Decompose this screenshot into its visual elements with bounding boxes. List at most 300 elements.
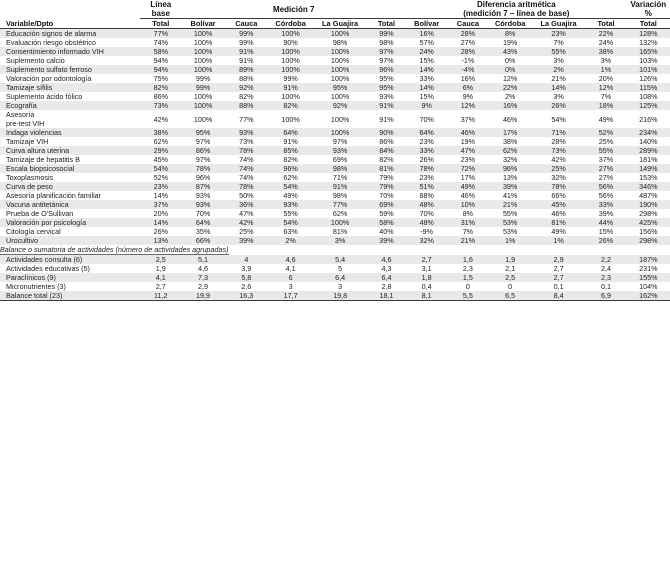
summary-data-cell: 18,1 [367, 291, 406, 301]
data-cell: 98% [313, 38, 367, 47]
data-cell: 42% [140, 110, 181, 128]
data-cell: 91% [313, 182, 367, 191]
data-cell: 24% [585, 38, 626, 47]
data-cell: 78% [225, 146, 268, 155]
data-cell: 54% [268, 182, 313, 191]
row-label-line: pre-test VIH [6, 119, 45, 129]
data-cell: 96% [268, 164, 313, 173]
group-medicion-7: Medición 7 [181, 0, 406, 19]
data-cell: 190% [627, 200, 670, 209]
data-cell: 93% [367, 92, 406, 101]
summary-data-cell: 1,5 [447, 273, 488, 282]
data-cell: 100% [268, 56, 313, 65]
data-cell: 22% [489, 83, 532, 92]
data-cell: 8% [447, 209, 488, 218]
data-cell: 13% [489, 173, 532, 182]
summary-data-cell: 2,3 [585, 273, 626, 282]
col-header-dif-bolivar: Bolívar [406, 19, 447, 29]
data-cell: 54% [532, 110, 586, 128]
data-cell: 82% [268, 101, 313, 110]
summary-data-cell: 11,2 [140, 291, 181, 301]
data-cell: 39% [585, 209, 626, 218]
data-cell: 88% [225, 74, 268, 83]
data-cell: 70% [406, 110, 447, 128]
summary-data-cell: 4,6 [367, 255, 406, 264]
data-cell: 100% [181, 101, 224, 110]
data-cell: 99% [181, 83, 224, 92]
summary-data-cell: 6,4 [313, 273, 367, 282]
summary-data-cell: 2,3 [447, 264, 488, 273]
table-row [0, 218, 670, 227]
data-cell: 7% [585, 92, 626, 101]
data-cell: 17% [447, 173, 488, 182]
data-cell: 153% [627, 173, 670, 182]
data-cell: 19% [447, 137, 488, 146]
summary-row [0, 282, 670, 291]
data-cell: 97% [313, 137, 367, 146]
data-cell: 92% [225, 83, 268, 92]
summary-data-cell: 2,9 [181, 282, 224, 291]
summary-data-cell: 3 [313, 282, 367, 291]
data-cell: 33% [406, 74, 447, 83]
data-cell: 13% [140, 236, 181, 245]
row-label: Valoración por odontología [0, 74, 140, 83]
group-variacion [627, 0, 670, 19]
col-header-m7-bolivar: Bolívar [181, 19, 224, 29]
group-diferencia [406, 0, 627, 19]
data-cell: 58% [367, 218, 406, 227]
data-cell: 46% [532, 209, 586, 218]
table-row [0, 29, 670, 39]
row-label: Prueba de O'Sullivan [0, 209, 140, 218]
data-cell: 6% [447, 83, 488, 92]
data-cell: 81% [367, 164, 406, 173]
data-cell: 52% [585, 128, 626, 137]
data-cell: 3% [313, 236, 367, 245]
summary-row [0, 273, 670, 282]
data-cell: 9% [406, 101, 447, 110]
data-cell: 95% [181, 128, 224, 137]
data-cell: 100% [268, 47, 313, 56]
row-label: Tamizaje VIH [0, 137, 140, 146]
data-cell: 23% [532, 29, 586, 39]
data-cell: 99% [225, 29, 268, 39]
data-cell: 77% [140, 29, 181, 39]
data-cell: 27% [585, 173, 626, 182]
summary-data-cell: 0 [447, 282, 488, 291]
data-cell: 81% [313, 227, 367, 236]
table-row [0, 191, 670, 200]
data-cell: 49% [585, 110, 626, 128]
data-cell: 93% [268, 200, 313, 209]
summary-row-label: Micronutrientes (3) [0, 282, 140, 291]
data-cell: 55% [268, 209, 313, 218]
table-row [0, 200, 670, 209]
data-cell: 74% [225, 173, 268, 182]
data-cell: 55% [585, 146, 626, 155]
data-cell: 128% [627, 29, 670, 39]
group-blank [0, 0, 140, 19]
row-label: Suplemento calcio [0, 56, 140, 65]
summary-data-cell: 2,7 [406, 255, 447, 264]
col-header-dif-guajira: La Guajira [532, 19, 586, 29]
data-cell: 2% [532, 65, 586, 74]
data-cell: 95% [367, 74, 406, 83]
data-cell: 45% [140, 155, 181, 164]
data-cell: 425% [627, 218, 670, 227]
data-cell: 91% [225, 56, 268, 65]
data-cell: 149% [627, 164, 670, 173]
data-cell: 82% [140, 83, 181, 92]
data-cell: 45% [532, 200, 586, 209]
data-cell: 28% [447, 47, 488, 56]
data-cell: 89% [225, 65, 268, 74]
data-cell: 63% [268, 227, 313, 236]
table-row [0, 74, 670, 83]
data-cell: 14% [406, 83, 447, 92]
row-label: Tamizaje sífilis [0, 83, 140, 92]
data-cell: 12% [489, 74, 532, 83]
data-cell: 71% [313, 173, 367, 182]
data-cell: 100% [181, 110, 224, 128]
row-label-line: Asesoría [6, 110, 35, 120]
data-cell: 99% [225, 38, 268, 47]
summary-data-cell: 104% [627, 282, 670, 291]
table-row [0, 128, 670, 137]
summary-data-cell: 2,9 [532, 255, 586, 264]
data-cell: 74% [225, 155, 268, 164]
data-cell: 47% [447, 146, 488, 155]
data-cell: 26% [406, 155, 447, 164]
data-cell: 36% [225, 200, 268, 209]
summary-data-cell: 2,7 [140, 282, 181, 291]
data-cell: 132% [627, 38, 670, 47]
data-cell: 15% [406, 56, 447, 65]
table-row [0, 173, 670, 182]
summary-data-cell: 2,2 [585, 255, 626, 264]
data-cell: 38% [489, 137, 532, 146]
group-variacion-line1: Variación [630, 0, 667, 9]
group-linea-base: Línea base [140, 0, 181, 19]
summary-data-cell: 6,5 [489, 291, 532, 301]
group-variacion-line2: % [644, 9, 652, 19]
data-cell: 38% [140, 128, 181, 137]
row-label: Asesoría planificación familiar [0, 191, 140, 200]
summary-data-cell: 5,8 [225, 273, 268, 282]
data-cell: 33% [406, 146, 447, 155]
data-cell: 55% [532, 47, 586, 56]
data-cell: 27% [585, 164, 626, 173]
data-cell: 103% [627, 56, 670, 65]
data-cell: 81% [532, 218, 586, 227]
data-cell: 108% [627, 92, 670, 101]
data-cell: 59% [367, 209, 406, 218]
table-row [0, 164, 670, 173]
data-cell: 82% [268, 155, 313, 164]
data-cell: 28% [532, 137, 586, 146]
data-cell: 91% [367, 101, 406, 110]
table-row [0, 101, 670, 110]
row-label: Ecografía [0, 101, 140, 110]
summary-data-cell: 187% [627, 255, 670, 264]
data-cell: 56% [585, 182, 626, 191]
table-row [0, 56, 670, 65]
data-cell: 46% [489, 110, 532, 128]
column-header-row [0, 19, 670, 29]
data-cell: 62% [140, 137, 181, 146]
row-label: Indaga violencias [0, 128, 140, 137]
data-cell: 26% [140, 227, 181, 236]
data-cell: 78% [225, 182, 268, 191]
data-cell: 70% [181, 209, 224, 218]
summary-data-cell: 155% [627, 273, 670, 282]
data-cell: 39% [367, 236, 406, 245]
summary-row [0, 291, 670, 301]
col-header-lb-total: Total [140, 19, 181, 29]
data-cell: 10% [447, 200, 488, 209]
row-label: Tamizaje de hepatitis B [0, 155, 140, 164]
data-cell: 25% [532, 164, 586, 173]
data-cell: 93% [313, 146, 367, 155]
data-cell: 21% [447, 236, 488, 245]
summary-data-cell: 4,1 [140, 273, 181, 282]
data-cell: 140% [627, 137, 670, 146]
data-cell: 156% [627, 227, 670, 236]
summary-data-cell: 2,5 [140, 255, 181, 264]
data-cell: 92% [313, 101, 367, 110]
data-cell: 100% [181, 92, 224, 101]
data-cell: 84% [367, 146, 406, 155]
data-cell: 21% [489, 200, 532, 209]
data-cell: 2% [489, 92, 532, 101]
summary-data-cell: 0,1 [532, 282, 586, 291]
data-cell: 1% [585, 65, 626, 74]
data-cell: 32% [489, 155, 532, 164]
data-cell: 32% [406, 236, 447, 245]
summary-data-cell: 17,7 [268, 291, 313, 301]
data-cell: 1% [489, 236, 532, 245]
data-cell: 69% [313, 155, 367, 164]
data-cell: 125% [627, 101, 670, 110]
col-header-m7-guajira: La Guajira [313, 19, 367, 29]
summary-data-cell: 19,9 [181, 291, 224, 301]
data-cell: 90% [367, 128, 406, 137]
data-cell: 19% [489, 38, 532, 47]
data-cell: 94% [140, 65, 181, 74]
summary-data-cell: 4,6 [181, 264, 224, 273]
summary-row [0, 264, 670, 273]
data-cell: 74% [225, 164, 268, 173]
data-cell: 15% [585, 227, 626, 236]
summary-row-label: Actividades educativas (5) [0, 264, 140, 273]
col-header-dif-cordoba: Córdoba [489, 19, 532, 29]
data-cell: 100% [181, 38, 224, 47]
data-cell: 97% [367, 56, 406, 65]
group-diferencia-line1: Diferencia aritmética [476, 0, 556, 9]
data-cell: 79% [367, 182, 406, 191]
data-cell: 64% [181, 218, 224, 227]
col-header-variable: Variable/Dpto [0, 19, 140, 29]
data-cell: 100% [181, 47, 224, 56]
data-cell: 82% [225, 92, 268, 101]
data-cell: 87% [181, 182, 224, 191]
data-cell: 96% [489, 164, 532, 173]
data-cell: 15% [406, 92, 447, 101]
data-cell: 7% [532, 38, 586, 47]
data-cell: 49% [447, 182, 488, 191]
data-cell: -4% [447, 65, 488, 74]
data-cell: 33% [585, 200, 626, 209]
row-label: Suplemento sulfato ferroso [0, 65, 140, 74]
col-header-m7-cordoba: Córdoba [268, 19, 313, 29]
row-label: Curva de peso [0, 182, 140, 191]
summary-data-cell: 8,1 [406, 291, 447, 301]
data-cell: 55% [489, 209, 532, 218]
table-row [0, 47, 670, 56]
summary-data-cell: 2,6 [225, 282, 268, 291]
data-cell: 53% [489, 218, 532, 227]
data-cell: 54% [140, 164, 181, 173]
data-cell: 78% [406, 164, 447, 173]
table-row [0, 182, 670, 191]
summary-data-cell: 0 [489, 282, 532, 291]
data-cell: 16% [406, 29, 447, 39]
data-cell: 58% [140, 47, 181, 56]
data-cell: 78% [532, 182, 586, 191]
data-cell: 62% [313, 209, 367, 218]
section-header-row [0, 245, 670, 255]
data-cell: 91% [268, 137, 313, 146]
data-cell: 35% [181, 227, 224, 236]
data-cell: 100% [268, 65, 313, 74]
data-cell: 64% [406, 128, 447, 137]
data-cell: 298% [627, 236, 670, 245]
data-cell: 57% [406, 38, 447, 47]
data-cell: 289% [627, 146, 670, 155]
data-cell: 86% [367, 137, 406, 146]
summary-data-cell: 8,4 [532, 291, 586, 301]
data-cell: 43% [489, 47, 532, 56]
data-cell: 51% [406, 182, 447, 191]
data-cell: 100% [313, 65, 367, 74]
data-cell: 126% [627, 74, 670, 83]
summary-row-label: Actividades consulta (6) [0, 255, 140, 264]
data-cell: 48% [406, 218, 447, 227]
row-label: Vacuna antitetánica [0, 200, 140, 209]
summary-data-cell: 4 [225, 255, 268, 264]
data-cell: 49% [268, 191, 313, 200]
data-cell: 0% [489, 56, 532, 65]
data-cell: 1% [532, 236, 586, 245]
data-cell: 234% [627, 128, 670, 137]
data-cell: 12% [585, 83, 626, 92]
data-cell: 20% [140, 209, 181, 218]
data-cell: 22% [585, 29, 626, 39]
data-cell: 26% [532, 101, 586, 110]
col-header-var-total: Total [627, 19, 670, 29]
row-label: Consentimiento informado VIH [0, 47, 140, 56]
data-cell: 14% [140, 218, 181, 227]
data-cell: 38% [585, 47, 626, 56]
table-row [0, 83, 670, 92]
summary-data-cell: 2,1 [489, 264, 532, 273]
table-row [0, 227, 670, 236]
table-row [0, 110, 670, 128]
summary-data-cell: 6,9 [585, 291, 626, 301]
summary-data-cell: 162% [627, 291, 670, 301]
table-row [0, 137, 670, 146]
section-header-label: Balance o sumatoria de actividades (número de actividades agrupadas) [0, 245, 670, 255]
data-cell: 50% [225, 191, 268, 200]
data-cell: 97% [181, 137, 224, 146]
data-cell: 2% [268, 236, 313, 245]
data-cell: 14% [140, 191, 181, 200]
data-cell: 88% [406, 191, 447, 200]
data-cell: 3% [585, 56, 626, 65]
table-row [0, 146, 670, 155]
data-cell: 66% [532, 191, 586, 200]
row-label: Citología cervical [0, 227, 140, 236]
data-cell: 54% [268, 218, 313, 227]
row-label: Toxoplasmosis [0, 173, 140, 182]
data-cell: 41% [489, 191, 532, 200]
data-cell: 115% [627, 83, 670, 92]
summary-data-cell: 5,5 [447, 291, 488, 301]
data-cell: 49% [532, 227, 586, 236]
data-cell: 82% [367, 155, 406, 164]
data-cell: 39% [225, 236, 268, 245]
data-cell: 23% [140, 182, 181, 191]
data-cell: 77% [225, 110, 268, 128]
data-cell: 23% [447, 155, 488, 164]
row-label [0, 110, 140, 128]
data-cell: 23% [406, 173, 447, 182]
data-cell: 69% [367, 200, 406, 209]
data-cell: 98% [367, 38, 406, 47]
data-cell: 100% [313, 218, 367, 227]
summary-row [0, 255, 670, 264]
summary-data-cell: 0,4 [406, 282, 447, 291]
col-header-dif-cauca: Cauca [447, 19, 488, 29]
table-row [0, 236, 670, 245]
data-cell: 8% [489, 29, 532, 39]
data-cell: 93% [181, 200, 224, 209]
summary-data-cell: 3 [268, 282, 313, 291]
data-cell: 79% [367, 173, 406, 182]
summary-data-cell: 2,4 [585, 264, 626, 273]
data-cell: 64% [268, 128, 313, 137]
data-cell: 100% [268, 92, 313, 101]
data-cell: 0% [489, 65, 532, 74]
data-cell: -9% [406, 227, 447, 236]
data-cell: 3% [532, 56, 586, 65]
data-cell: 100% [313, 92, 367, 101]
data-cell: 44% [585, 218, 626, 227]
data-cell: 37% [447, 110, 488, 128]
data-cell: 71% [532, 128, 586, 137]
data-cell: 42% [532, 155, 586, 164]
data-cell: 100% [313, 56, 367, 65]
data-cell: 96% [367, 65, 406, 74]
data-cell: 91% [268, 83, 313, 92]
data-cell: 42% [225, 218, 268, 227]
data-cell: 46% [447, 128, 488, 137]
row-label: Escala biopsicosocial [0, 164, 140, 173]
summary-data-cell: 19,8 [313, 291, 367, 301]
data-cell: 20% [585, 74, 626, 83]
data-cell: 62% [489, 146, 532, 155]
summary-data-cell: 3,1 [406, 264, 447, 273]
